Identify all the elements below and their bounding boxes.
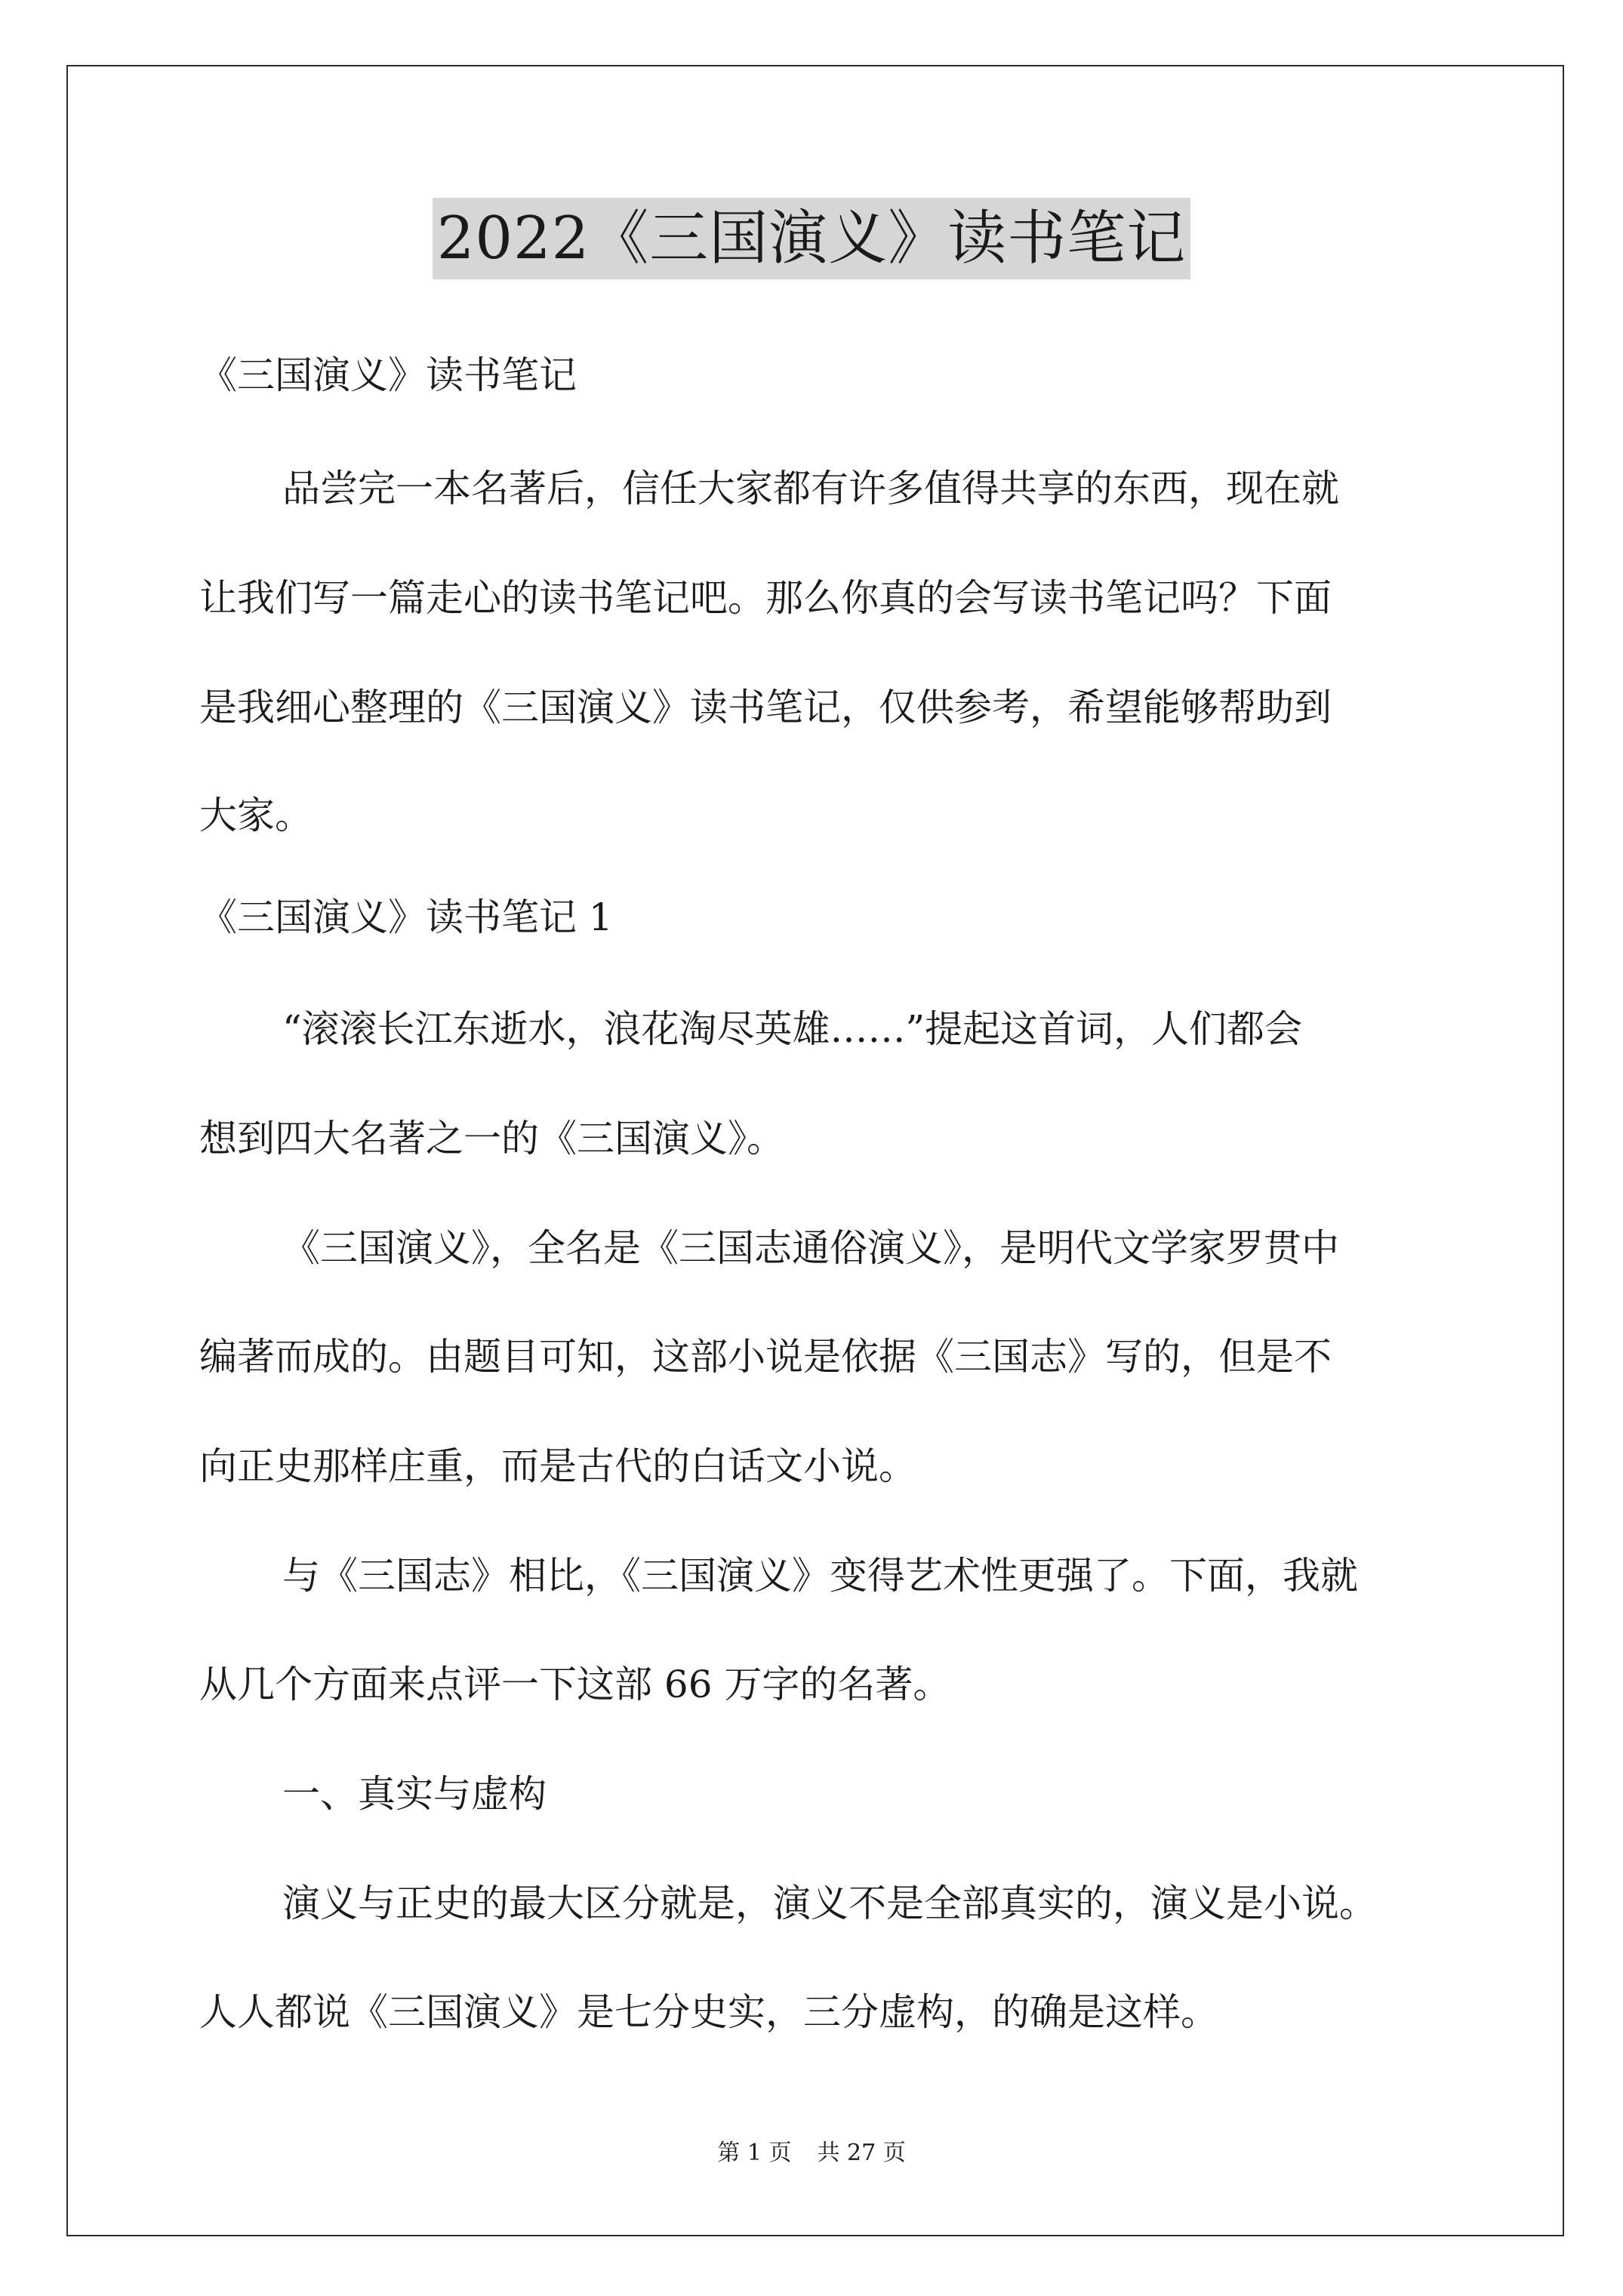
paragraph-line: 《三国演义》，全名是《三国志通俗演义》，是明代文学家罗贯中 [282, 1226, 1339, 1270]
paragraph-line: 与《三国志》相比，《三国演义》变得艺术性更强了。下面，我就 [282, 1554, 1358, 1598]
page-total: 共 27 页 [817, 2140, 906, 2166]
paragraph-line: 编著而成的。由题目可知，这部小说是依据《三国志》写的，但是不 [199, 1335, 1332, 1379]
subsection-heading: 一、真实与虚构 [282, 1772, 547, 1816]
page-number: 第 1 页 [717, 2140, 792, 2166]
document-title [0, 198, 1623, 279]
paragraph-line: 品尝完一本名著后，信任大家都有许多值得共享的东西，现在就 [282, 467, 1339, 510]
paragraph-line: 想到四大名著之一的《三国演义》。 [199, 1117, 784, 1160]
page-footer [0, 2138, 1623, 2168]
section-heading: 《三国演义》读书笔记 1 [199, 895, 613, 939]
paragraph-line: 从几个方面来点评一下这部 66 万字的名著。 [199, 1663, 951, 1706]
paragraph-line: 人人都说《三国演义》是七分史实，三分虚构，的确是这样。 [199, 1990, 1218, 2034]
paragraph-line: 演义与正史的最大区分就是，演义不是全部真实的，演义是小说。 [282, 1881, 1377, 1925]
paragraph-line: 向正史那样庄重，而是古代的白话文小说。 [199, 1444, 916, 1488]
paragraph-line: “滚滚长江东逝水，浪花淘尽英雄……”提起这首词，人们都会 [282, 1007, 1303, 1051]
paragraph-line: 是我细心整理的《三国演义》读书笔记，仅供参考，希望能够帮助到 [199, 686, 1332, 729]
paragraph-line: 大家。 [199, 794, 313, 837]
paragraph-line: 让我们写一篇走心的读书笔记吧。那么你真的会写读书笔记吗？下面 [199, 576, 1332, 620]
title-text: 2022《三国演义》读书笔记 [433, 198, 1191, 279]
subtitle-heading: 《三国演义》读书笔记 [199, 353, 577, 397]
